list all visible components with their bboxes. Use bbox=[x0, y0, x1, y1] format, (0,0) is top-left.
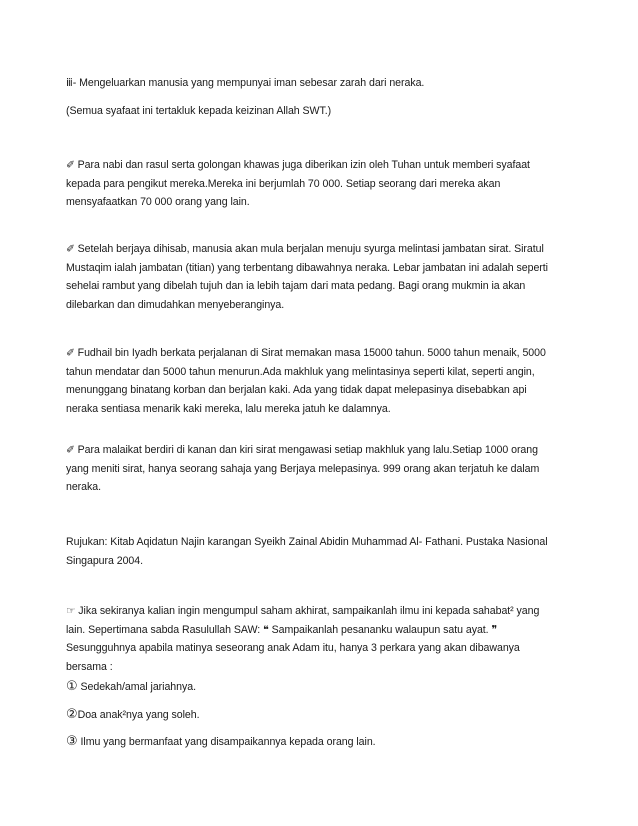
paragraph-note bbox=[66, 102, 572, 121]
paragraph-sirat bbox=[66, 240, 572, 314]
list-item-text: Sedekah/amal jariahnya. bbox=[80, 681, 196, 693]
list-item-2 bbox=[66, 706, 572, 725]
pencil-icon: ✐ bbox=[66, 159, 75, 171]
paragraph-sampaikan bbox=[66, 602, 572, 676]
paragraph-line: Sesungguhnya apabila matinya seseorang anak Adam itu, hanya 3 perkara yang akan dibawanya bbox=[66, 642, 520, 654]
paragraph-fudhail bbox=[66, 344, 572, 418]
paragraph-malaikat bbox=[66, 441, 572, 497]
list-item-3 bbox=[66, 733, 572, 752]
paragraph-line: tahun mendatar dan 5000 tahun menurun.Ada makhluk yang melintasinya seperti kilat, seperti angin, bbox=[66, 365, 535, 378]
paragraph-line: neraka sentiasa menarik kaki mereka, lalu mereka jatuh ke dalamnya. bbox=[66, 402, 391, 415]
paragraph-point-iii bbox=[66, 74, 572, 93]
paragraph-line: Fudhail bin Iyadh berkata perjalanan di Sirat memakan masa 15000 tahun. 5000 tahun menaik, 5000 bbox=[77, 347, 546, 359]
paragraph-line: (Semua syafaat ini tertakluk kepada keizinan Allah SWT.) bbox=[66, 105, 332, 117]
circled-number-two-icon: ② bbox=[66, 707, 78, 722]
list-item-text: Doa anak²nya yang soleh. bbox=[77, 709, 200, 721]
paragraph-line: Singapura 2004. bbox=[66, 554, 144, 567]
paragraph-line: Mustaqim ialah jambatan (titian) yang terbentang dibawahnya neraka. Lebar jambatan ini adalah seperti bbox=[66, 261, 548, 274]
list-item-text: Ilmu yang bermanfaat yang disampaikannya kepada orang lain. bbox=[80, 736, 376, 748]
circled-number-three-icon: ③ bbox=[66, 734, 78, 749]
pencil-icon: ✐ bbox=[66, 444, 75, 456]
circled-number-one-icon: ① bbox=[66, 679, 78, 694]
paragraph-line: mensyafaatkan 70 000 orang yang lain. bbox=[66, 196, 250, 208]
paragraph-line: Setelah berjaya dihisab, manusia akan mula berjalan menuju syurga melintasi jambatan sirat. Siratul bbox=[77, 243, 544, 255]
list-item-1 bbox=[66, 678, 572, 697]
pointing-hand-icon: ☞ bbox=[66, 605, 76, 617]
paragraph-line: bersama : bbox=[66, 660, 113, 673]
paragraph-line: yang meniti sirat, hanya seorang sahaja yang Berjaya melepasinya. 999 orang akan terjatuh ke dalam bbox=[66, 462, 540, 475]
paragraph-line: lain. Sepertimana sabda Rasulullah SAW: ❝ Sampaikanlah pesananku walaupun satu ayat. ❞ bbox=[66, 623, 498, 636]
pencil-icon: ✐ bbox=[66, 243, 75, 255]
pencil-icon: ✐ bbox=[66, 347, 75, 359]
paragraph-line: Jika sekiranya kalian ingin mengumpul saham akhirat, sampaikanlah ilmu ini kepada sahabat² yang bbox=[78, 605, 540, 617]
paragraph-line: sehelai rambut yang dibelah tujuh dan ia lebih tajam dari mata pedang. Bagi orang mukmin ia akan bbox=[66, 280, 526, 292]
paragraph-line: dilebarkan dan dimudahkan menyeberanginya. bbox=[66, 298, 285, 311]
paragraph-line: menunggang binatang korban dan berjalan kaki. Ada yang tidak dapat melepasinya disebabkan api bbox=[66, 384, 527, 396]
paragraph-line: Rujukan: Kitab Aqidatun Najin karangan Syeikh Zainal Abidin Muhammad Al- Fathani. Pustaka Nasional bbox=[66, 536, 548, 548]
paragraph-line: neraka. bbox=[66, 481, 101, 493]
paragraph-rujukan bbox=[66, 533, 572, 570]
paragraph-line: Para nabi dan rasul serta golongan khawas juga diberikan izin oleh Tuhan untuk memberi syafaat bbox=[77, 159, 530, 171]
paragraph-syafaat bbox=[66, 156, 572, 212]
paragraph-line: ⅲ- Mengeluarkan manusia yang mempunyai iman sebesar zarah dari neraka. bbox=[66, 77, 425, 89]
paragraph-line: kepada para pengikut mereka.Mereka ini berjumlah 70 000. Setiap seorang dari mereka akan bbox=[66, 177, 501, 190]
paragraph-line: Para malaikat berdiri di kanan dan kiri sirat mengawasi setiap makhluk yang lalu.Setiap 1000 orang bbox=[77, 444, 538, 456]
